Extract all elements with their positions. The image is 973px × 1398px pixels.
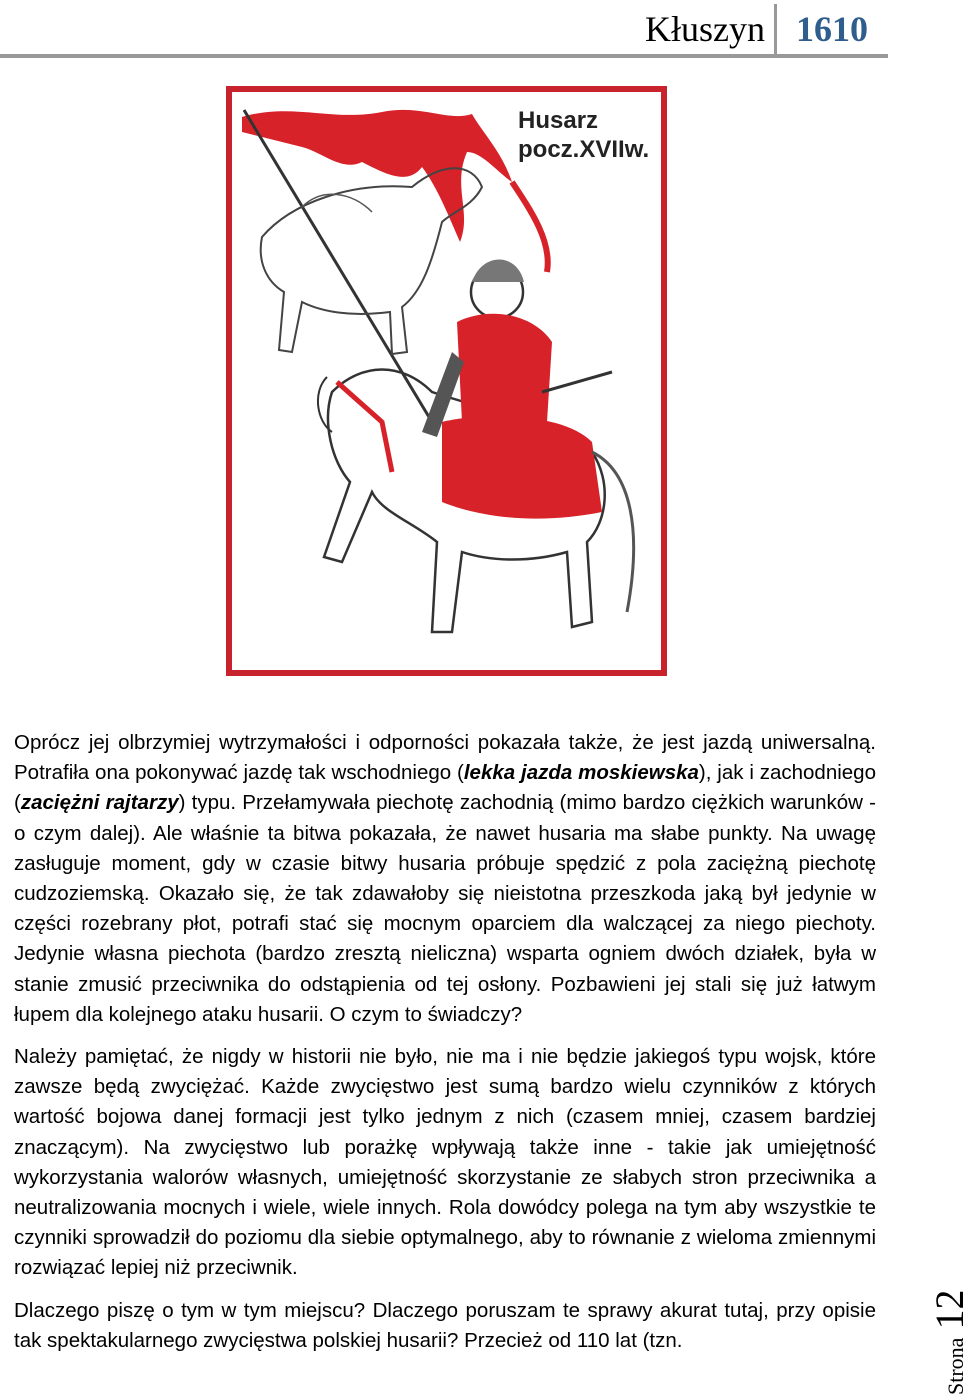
- page-number: 12: [927, 1289, 972, 1330]
- header-title: Kłuszyn: [645, 9, 765, 49]
- hussar-drawing: [232, 92, 661, 670]
- page-header: [0, 0, 960, 60]
- emphasis-zacięzni: zaciężni rajtarzy: [20, 791, 179, 815]
- paragraph-1: [14, 728, 876, 1030]
- header-year: 1610: [796, 9, 868, 49]
- paragraph-3: Dlaczego piszę o tym w tym miejscu? Dlaczego poruszam te sprawy akurat tutaj, przy opisie tak spektakularnego zwycięstwa polskiej husarii? Przecież od 110 lat (tzn.: [14, 1298, 876, 1352]
- paragraph-1-text-a: Oprócz jej olbrzymiej wytrzymałości i odporności pokazała także, że jest jazdą uniwersalną. Potrafiła ona pokonywać jazdę tak wschodniego (: [14, 731, 876, 785]
- hussar-illustration: [226, 86, 667, 676]
- article-body: [14, 728, 876, 1368]
- page-label: Strona: [943, 1337, 968, 1395]
- caption-line-1: Husarz: [518, 107, 599, 134]
- header-separator: [774, 4, 777, 56]
- paragraph-2: Należy pamiętać, że nigdy w historii nie było, nie ma i nie będzie jakiegoś typu wojsk, które zawsze będą zwyciężać. Każde zwycięstwo jest sumą bardzo wielu czynników z których wartość bojowa danej formacji jest tylko jednym z nich (czasem mniej, czasem bardziej znaczącym). Na zwycięstwo lub porażkę wpływają także inne - takie jak umiejętność wykorzystania walorów własnych, umiejętność skorzystanie ze słabych stron przeciwnika a neutralizowania mocnych i wiele, wiele innych. Rola dowódcy polega na tym aby wszystkie te czynniki sprowadził do poziomu dla siebie optymalnego, aby to równanie z wieloma zmiennymi rozwiązać lepiej niż przeciwnik.: [14, 1045, 876, 1280]
- paragraph-1-text-c: ), jak i zachodniego (: [14, 761, 876, 815]
- header-rule: [0, 54, 888, 58]
- page-number-block: [926, 1280, 972, 1395]
- caption-line-2: pocz.XVIIw.: [518, 136, 650, 163]
- emphasis-lekka-jazda: lekka jazda moskiewska: [463, 761, 699, 785]
- paragraph-1-text-d: ) typu. Przełamywała piechotę zachodnią (mimo bardzo ciężkich warunków - o czym dalej). Ale właśnie ta bitwa pokazała, że nawet husaria ma słabe punkty. Na uwagę zasługuje moment, gdy w czasie bitwy husaria próbuje spędzić z pola zaciężną piechotę cudzoziemską. Okazało się, że tak zdawałoby się nieistotna przeszkoda jaką był jedynie w części rozebrany płot, potrafi stać się mocnym oparciem dla walczącej za niego piechoty. Jedynie własna piechota (bardzo zresztą nieliczna) wsparta ogniem dwóch działek, była w stanie zmusić przeciwnika do odstąpienia od tej osłony. Pozbawieni jej stali się już łatwym łupem dla kolejnego ataku husarii. O czym to świadczy?: [14, 791, 876, 1026]
- illustration-caption: [518, 106, 658, 164]
